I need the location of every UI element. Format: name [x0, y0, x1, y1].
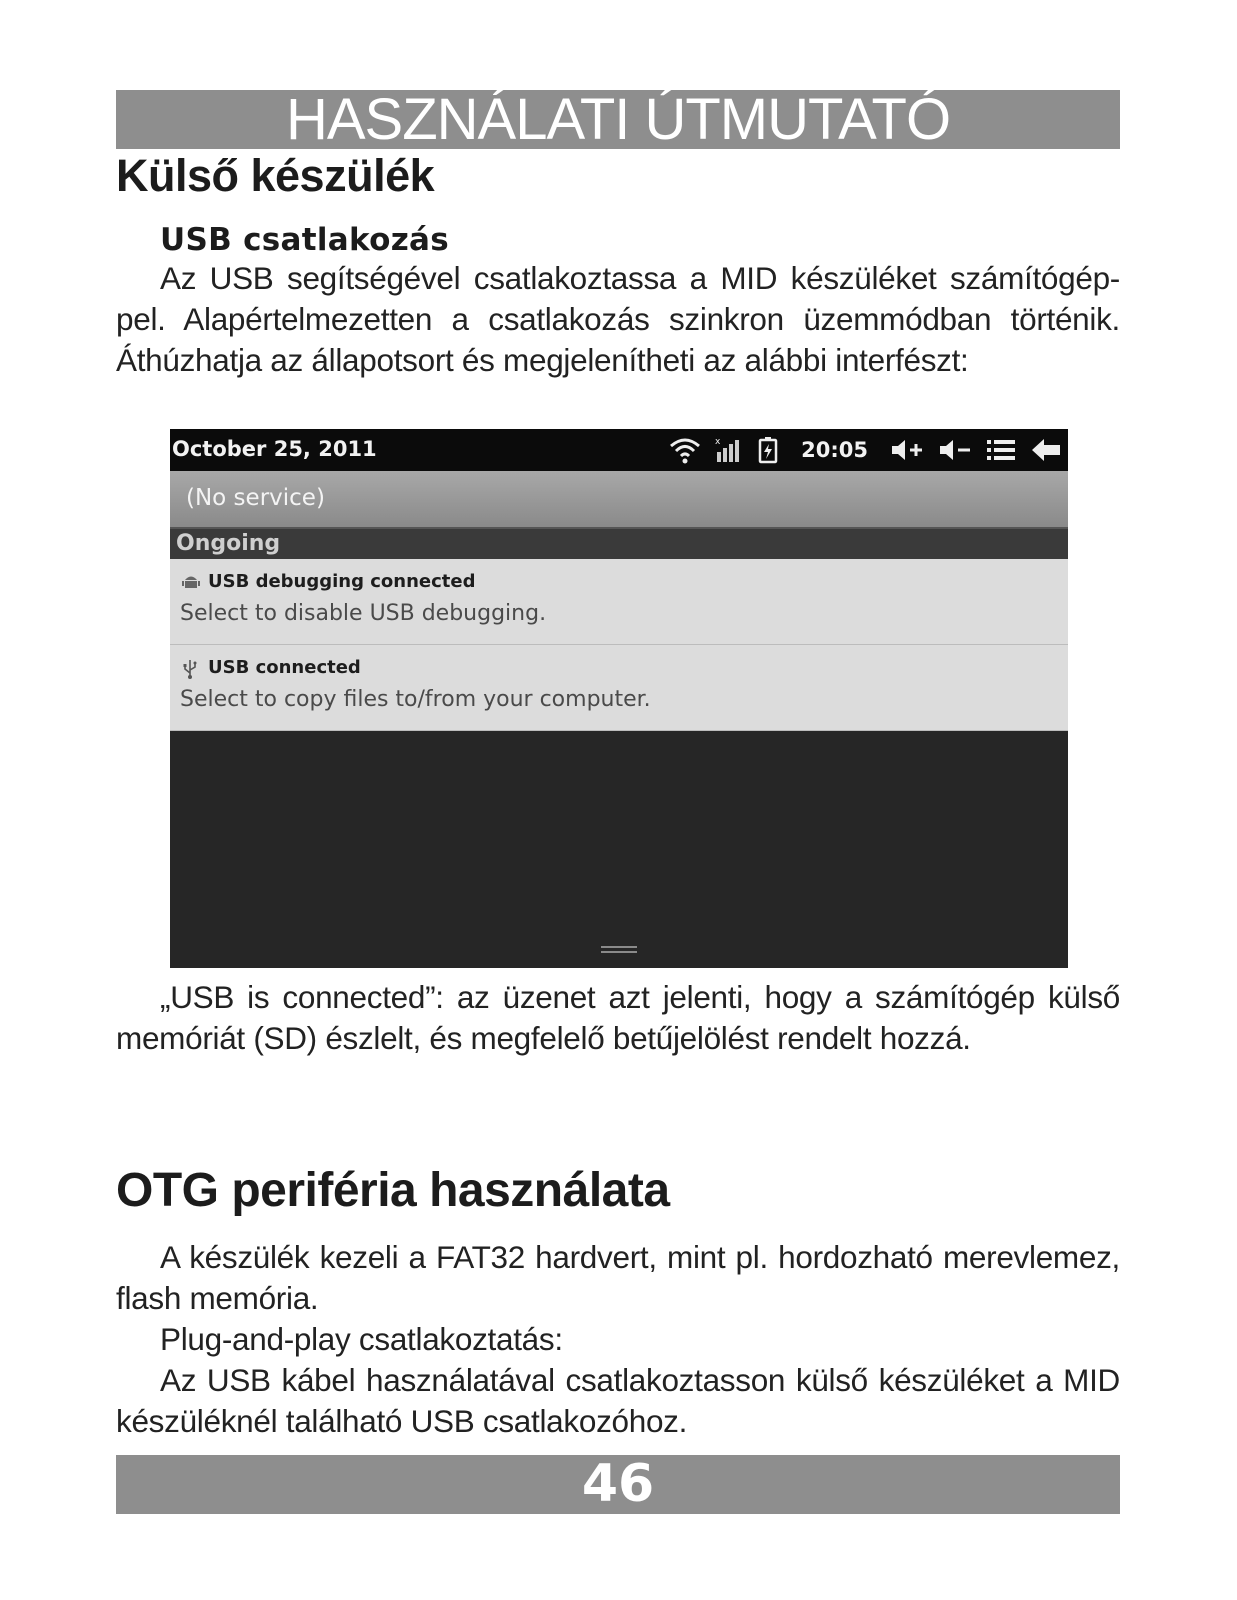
text-line: Plug-and-play csatlakoztatás: — [160, 1321, 563, 1357]
paragraph-usb-intro — [116, 258, 1120, 381]
text-line: pel. Alapértelmezetten a csatlakozás szinkron üzemmódban történik. — [116, 301, 1120, 337]
text-line: memóriát (SD) észlelt, és megfelelő betűjelölést rendelt hozzá. — [116, 1020, 971, 1056]
text-line: készüléknél található USB csatlakozóhoz. — [116, 1403, 688, 1439]
ongoing-label: Ongoing — [176, 531, 281, 556]
page-number: 46 — [581, 1454, 655, 1514]
text-line: Áthúzhatja az állapotsort és megjelenítheti az alábbi interfészt: — [116, 342, 969, 378]
text-line: „USB is connected”: az üzenet azt jelenti, hogy a számítógép külső — [160, 979, 1120, 1015]
text-line: Az USB kábel használatával csatlakoztasson külső készüléket a MID — [160, 1362, 1120, 1398]
signal-icon — [715, 429, 743, 471]
paragraph-otg — [116, 1237, 1120, 1442]
drag-handle[interactable] — [601, 946, 637, 956]
back-icon[interactable] — [1030, 429, 1062, 471]
text-line: Az USB segítségével csatlakoztassa a MID készüléket számítógép- — [160, 260, 1120, 296]
status-date: October 25, 2011 — [172, 437, 377, 461]
header-bar — [116, 90, 1120, 149]
carrier-row — [170, 471, 1068, 529]
menu-icon[interactable] — [986, 429, 1016, 471]
header-title: HASZNÁLATI ÚTMUTATÓ — [285, 90, 951, 149]
android-debug-icon — [182, 573, 200, 593]
volume-down-icon[interactable] — [938, 429, 972, 471]
notification-text: Select to copy files to/from your computer. — [180, 687, 651, 712]
usb-icon — [182, 659, 198, 683]
text-line: A készülék kezeli a FAT32 hardvert, mint pl. hordozható merevlemez, — [160, 1239, 1120, 1275]
section-title-otg: OTG periféria használata — [116, 1164, 670, 1217]
no-service-label: (No service) — [186, 485, 325, 511]
notification-usb-connected[interactable] — [170, 645, 1068, 731]
status-time: 20:05 — [801, 438, 868, 462]
status-bar — [170, 429, 1068, 471]
svg-text:x: x — [715, 437, 721, 447]
subsection-title-usb: USB csatlakozás — [160, 222, 450, 258]
section-title-external-device: Külső készülék — [116, 150, 435, 201]
wifi-icon — [669, 429, 701, 471]
footer-bar — [116, 1455, 1120, 1514]
battery-icon — [757, 429, 779, 471]
notification-title: USB connected — [208, 657, 361, 678]
paragraph-usb-connected-explanation — [116, 977, 1120, 1059]
ongoing-header — [170, 529, 1068, 559]
notification-screenshot — [170, 429, 1068, 968]
volume-up-icon[interactable] — [890, 429, 924, 471]
notification-usb-debugging[interactable] — [170, 559, 1068, 645]
notification-text: Select to disable USB debugging. — [180, 601, 547, 626]
text-line: flash memória. — [116, 1280, 319, 1316]
notification-title: USB debugging connected — [208, 571, 476, 592]
